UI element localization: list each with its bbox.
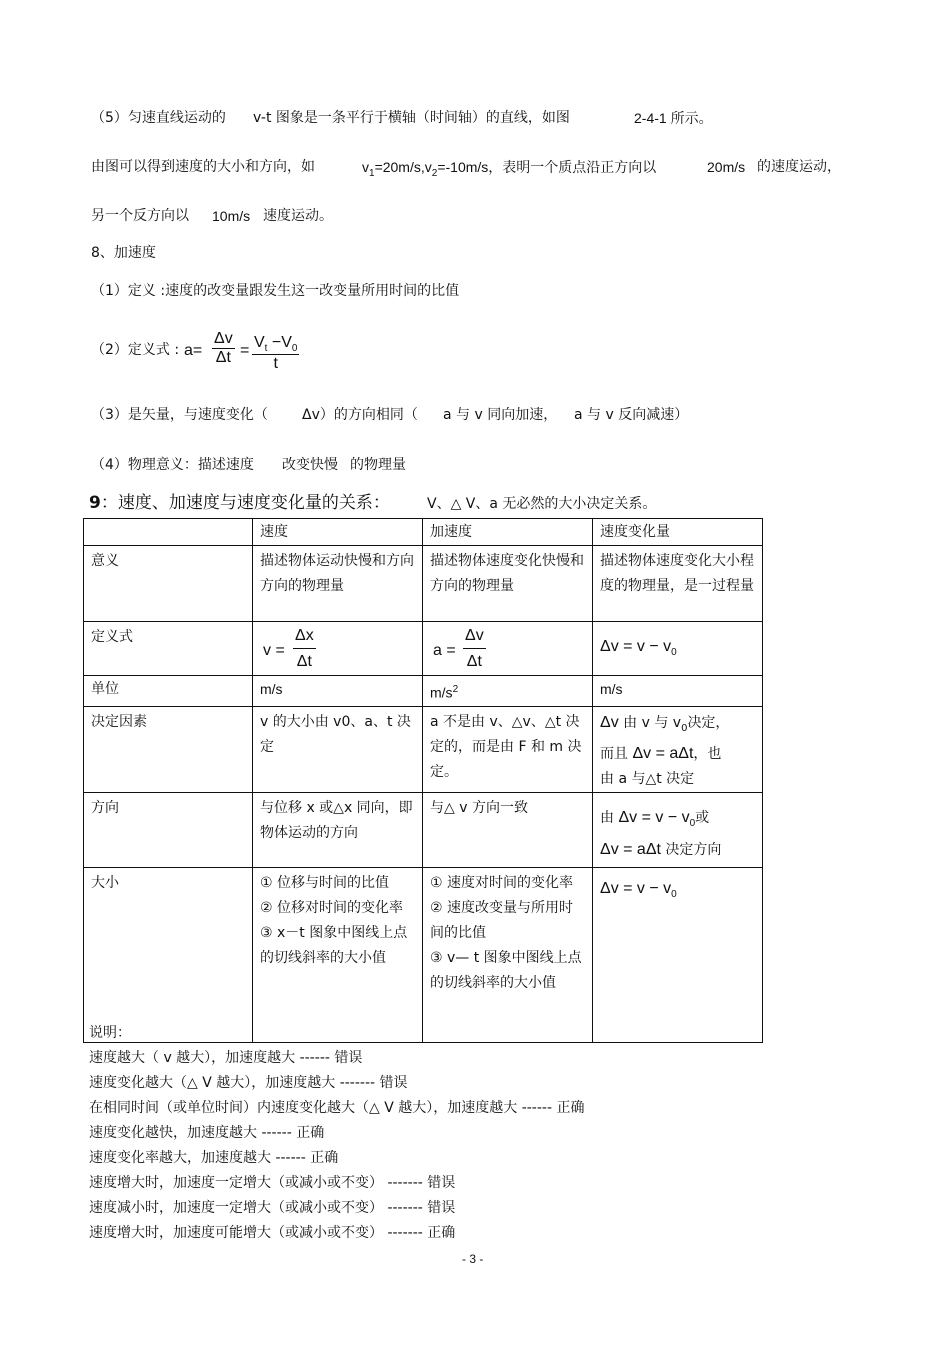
- formula-fraction-1: Δv Δt: [214, 330, 233, 366]
- row-label: 大小: [84, 867, 253, 1042]
- table-cell: 由 $\Delta v = v - v_0$或 Δv = aΔt 决定方向: [593, 792, 763, 867]
- note-line: 速度越大（ v 越大），加速度越大 ------ 错误: [89, 1050, 363, 1066]
- para5-line3-a: 另一个反方向以: [91, 208, 189, 224]
- para5-line2-values: $v_1=20m/s,v_2=-10m/s$，表明一个质点沿正方向以: [362, 159, 657, 179]
- table-header-cell: 加速度: [423, 519, 593, 546]
- para5-text-c: 2-4-1 所示。: [634, 110, 713, 126]
- para5-text-a: （5）匀速直线运动的: [91, 110, 226, 126]
- formula-velocity: v = Δx Δt: [253, 622, 423, 676]
- formula-fraction-2: $V_t -V_0$ t: [254, 334, 298, 373]
- section8-vector-d: a 与 v 反向减速）: [574, 407, 689, 423]
- table-row: [84, 706, 763, 792]
- row-label: 单位: [84, 676, 253, 707]
- table-row: [84, 546, 763, 622]
- table-row: [84, 622, 763, 676]
- table-header-cell: [84, 519, 253, 546]
- table-cell: 与△ v 方向一致: [423, 792, 593, 867]
- table-cell: 描述物体速度变化快慢和方向的物理量: [423, 546, 593, 622]
- section9-heading: 9：速度、加速度与速度变化量的关系：: [89, 493, 390, 513]
- table-cell: m/s: [253, 676, 423, 707]
- section8-vector-c: a 与 v 同向加速，: [443, 407, 558, 423]
- section8-meaning-b: 改变快慢: [282, 457, 338, 473]
- row-label: 决定因素: [84, 706, 253, 792]
- note-line: 速度增大时，加速度一定增大（或减小或不变） ------- 错误: [89, 1175, 456, 1191]
- section8-title: 8、加速度: [91, 245, 156, 261]
- table-cell: ① 位移与时间的比值 ② 位移对时间的变化率 ③ x－t 图象中图线上点的切线斜率的大小值: [253, 867, 423, 1042]
- section8-vector-a: （3）是矢量，与速度变化（: [91, 407, 268, 423]
- note-line: 速度变化越快，加速度越大 ------ 正确: [89, 1125, 325, 1141]
- table-header-row: [84, 519, 763, 546]
- table-cell: v 的大小由 v0、a、t 决定: [253, 706, 423, 792]
- table-cell: 描述物体运动快慢和方向方向的物理量: [253, 546, 423, 622]
- note-line: 速度增大时，加速度可能增大（或减小或不变） ------- 正确: [89, 1225, 456, 1241]
- formula-acceleration: a = Δv Δt: [423, 622, 593, 676]
- row-label: 定义式: [84, 622, 253, 676]
- formula-a: a=: [184, 342, 203, 359]
- table-cell: a 不是由 v、△v、△t 决定的，而是由 F 和 m 决定。: [423, 706, 593, 792]
- table-cell: $m/s^2$: [423, 676, 593, 707]
- table-header-cell: 速度: [253, 519, 423, 546]
- para5-line3-b: 10m/s: [212, 208, 251, 224]
- table-cell: Δv 由 v 与 $v_0$决定， 而且 Δv = aΔt，也 由 a 与△t 决定: [593, 706, 763, 792]
- page-number: - 3 -: [462, 1252, 484, 1266]
- section8-meaning-a: （4）物理意义：描述速度: [91, 457, 254, 473]
- section8-meaning-c: 的物理量: [350, 457, 406, 473]
- para5-line2-end: 的速度运动，: [757, 159, 841, 175]
- formula-delta-v: $\Delta v = v - v_0$: [593, 622, 763, 676]
- comparison-table: [83, 518, 763, 1043]
- row-label: 方向: [84, 792, 253, 867]
- table-row: [84, 792, 763, 867]
- table-cell: m/s: [593, 676, 763, 707]
- para5-text-b: v-t 图象是一条平行于横轴（时间轴）的直线，如图: [253, 110, 570, 126]
- table-cell: $\Delta v = v - v_0$: [593, 867, 763, 1042]
- section9-note: V、△ V、a 无必然的大小决定关系。: [427, 496, 657, 512]
- section8-definition: （1）定义 :速度的改变量跟发生这一改变量所用时间的比值: [91, 283, 460, 299]
- table-header-cell: 速度变化量: [593, 519, 763, 546]
- section8-formula-label: （2）定义式 :: [91, 342, 180, 358]
- note-line: 在相同时间（或单位时间）内速度变化越大（△ V 越大），加速度越大 ------ 正确: [89, 1100, 585, 1116]
- section8-vector-b: Δv）的方向相同（: [302, 407, 418, 423]
- note-line: 速度变化越大（△ V 越大），加速度越大 ------- 错误: [89, 1075, 408, 1091]
- para5-line2-speed: 20m/s: [707, 159, 746, 175]
- row-label: 意义: [84, 546, 253, 622]
- note-line: 速度变化率越大，加速度越大 ------ 正确: [89, 1150, 339, 1166]
- notes-title: 说明：: [89, 1025, 131, 1041]
- para5-line2: 由图可以得到速度的大小和方向，如: [91, 159, 315, 175]
- formula-equals: =: [240, 342, 250, 359]
- para5-line3-c: 速度运动。: [263, 208, 333, 224]
- table-row: [84, 867, 763, 1042]
- table-row: [84, 676, 763, 707]
- table-cell: 描述物体速度变化大小程度的物理量，是一过程量: [593, 546, 763, 622]
- table-cell: 与位移 x 或△x 同向，即物体运动的方向: [253, 792, 423, 867]
- table-cell: ① 速度对时间的变化率 ② 速度改变量与所用时间的比值 ③ v— t 图象中图线上点的切线斜率的大小值: [423, 867, 593, 1042]
- note-line: 速度减小时，加速度一定增大（或减小或不变） ------- 错误: [89, 1200, 456, 1216]
